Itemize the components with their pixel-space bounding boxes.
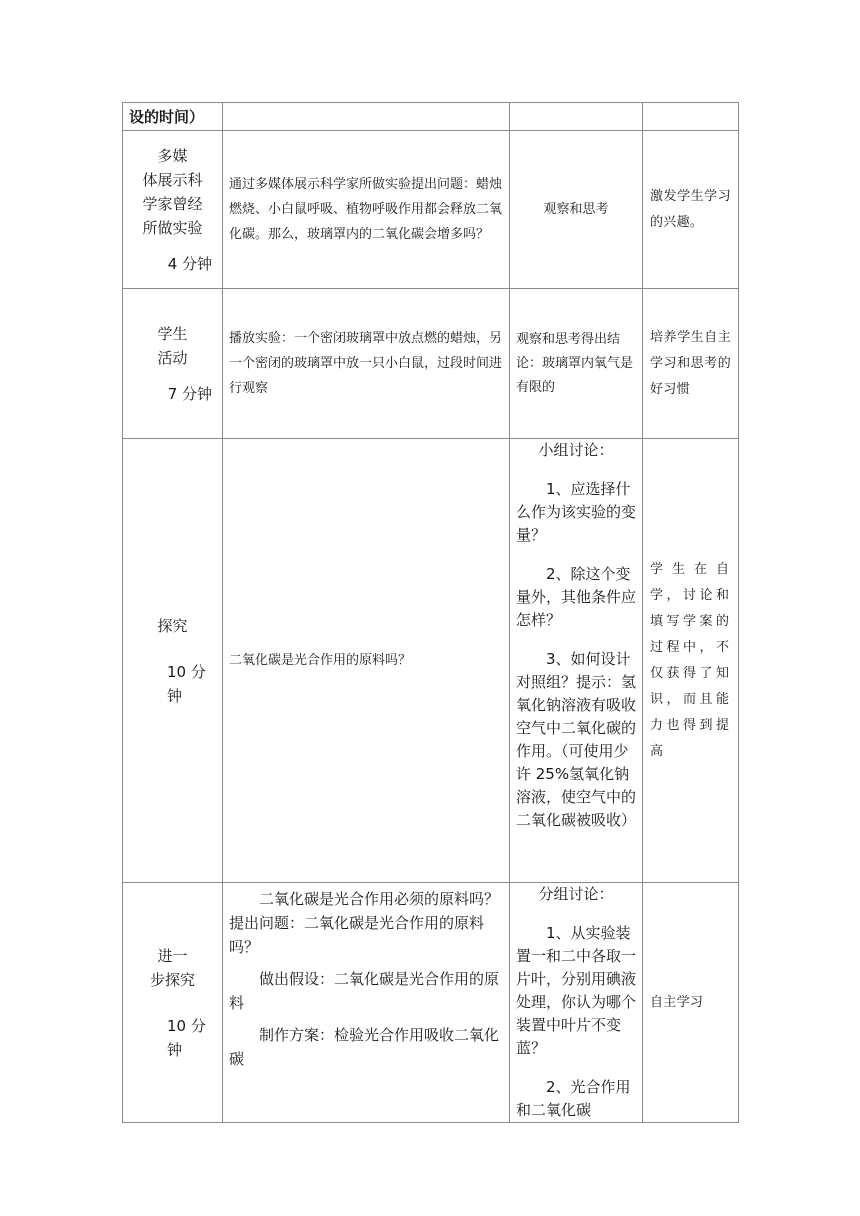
stage-time: 7 分钟: [167, 384, 212, 403]
content-paragraph: 做出假设：二氧化碳是光合作用的原料: [229, 970, 500, 1012]
stage-time: 10 分 钟: [167, 1016, 206, 1059]
purpose-cell: 自主学习: [643, 883, 739, 1123]
content-paragraph: 制作方案：检验光合作用吸收二氧化碳: [229, 1026, 500, 1068]
content-paragraph: 二氧化碳是光合作用必须的原料吗？提出问题：二氧化碳是光合作用的原料吗？: [229, 890, 500, 956]
content-cell: 播放实验：一个密闭玻璃罩中放点燃的蜡烛，另一个密闭的玻璃罩中放一只小白鼠，过段时间进行观察: [223, 289, 510, 439]
activity-heading: 分组讨论：: [538, 885, 614, 903]
purpose-cell: 学生在自学，讨论和填写学案的过程中，不仅获得了知识，而且能力也得到提高: [643, 439, 739, 883]
discussion-item: 1、应选择什么作为该实验的变量？: [516, 480, 637, 544]
activity-cell: [510, 883, 643, 1123]
stage-cell: [123, 131, 223, 289]
stage-name: 探究: [157, 616, 188, 635]
discussion-item: 3、如何设计对照组？提示：氢氧化钠溶液有吸收空气中二氧化碳的作用。（可使用少许 25%氢氧化钠溶液，使空气中的二氧化碳被吸收）: [516, 650, 637, 829]
stage-time: 10 分 钟: [167, 662, 206, 705]
discussion-item: 1、从实验装置一和二中各取一片叶，分别用碘液处理，你认为哪个装置中叶片不变蓝？: [516, 924, 637, 1057]
table-row: [123, 439, 739, 883]
stage-time: 4 分钟: [167, 254, 212, 273]
content-cell: [223, 103, 510, 131]
purpose-cell: 培养学生自主学习和思考的好习惯: [643, 289, 739, 439]
discussion-item: 2、除这个变量外，其他条件应怎样？: [516, 565, 637, 629]
table-row: [123, 289, 739, 439]
stage-name: 学生 活动: [157, 324, 188, 367]
table-row: [123, 131, 739, 289]
content-cell: 二氧化碳是光合作用的原料吗？: [223, 439, 510, 883]
activity-heading: 小组讨论：: [538, 441, 614, 459]
activity-cell: 观察和思考得出结论：玻璃罩内氧气是有限的: [510, 289, 643, 439]
stage-cell: 设的时间）: [123, 103, 223, 131]
activity-cell: [510, 103, 643, 131]
purpose-cell: 激发学生学习的兴趣。: [643, 131, 739, 289]
stage-name: 进一 步探究: [149, 946, 195, 989]
purpose-cell: [643, 103, 739, 131]
stage-cell: [123, 883, 223, 1123]
activity-cell: 观察和思考: [510, 131, 643, 289]
table-row: [123, 103, 739, 131]
stage-cell: [123, 289, 223, 439]
lesson-plan-table: [122, 102, 739, 1123]
content-cell: [223, 883, 510, 1123]
discussion-item: 2、光合作用和二氧化碳: [516, 1078, 631, 1119]
stage-name: 多媒 体展示科 学家曾经 所做实验: [142, 146, 203, 237]
content-cell: 通过多媒体展示科学家所做实验提出问题：蜡烛燃烧、小白鼠呼吸、植物呼吸作用都会释放二氧化碳。那么，玻璃罩内的二氧化碳会增多吗？: [223, 131, 510, 289]
stage-cell: [123, 439, 223, 883]
activity-cell: [510, 439, 643, 883]
table-row: [123, 883, 739, 1123]
